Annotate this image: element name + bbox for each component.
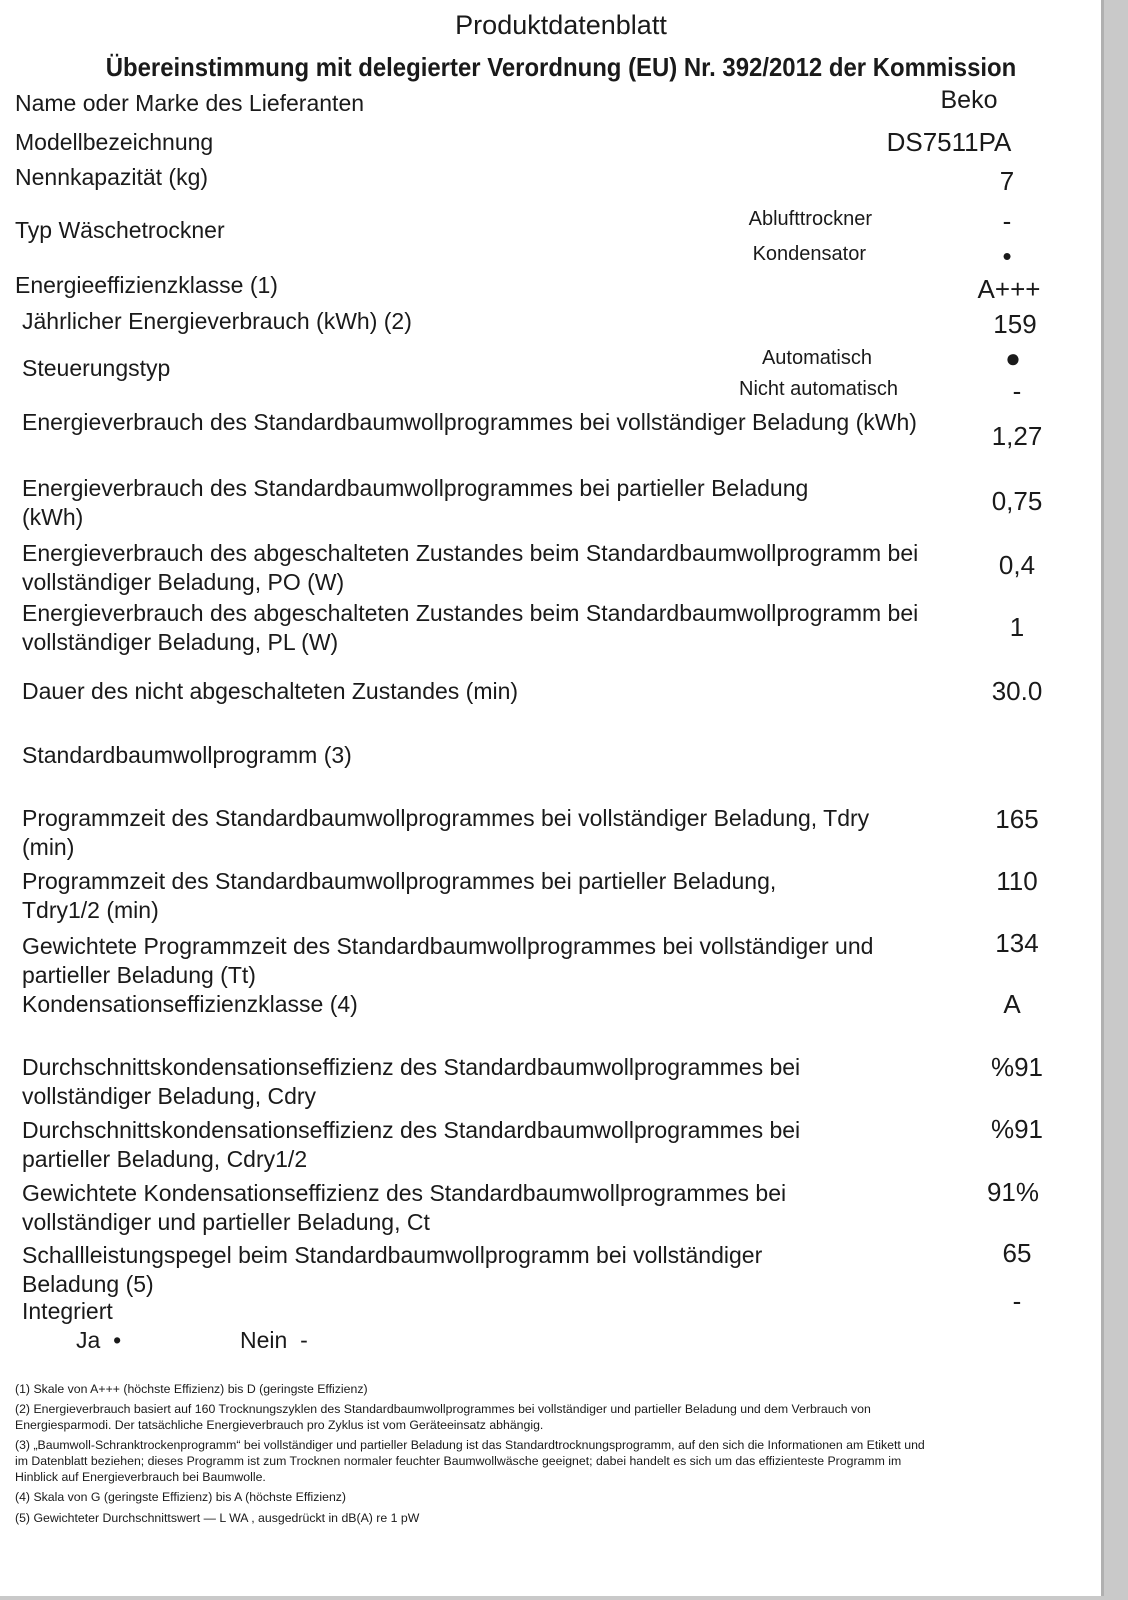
condensation-class-value: A: [1003, 989, 1021, 1019]
cdry-label: Durchschnittskondensationseffizienz des Standardbaumwollprogrammes bei vollständiger Beladung, Cdry: [22, 1054, 801, 1109]
control-automatic-value: ●: [1005, 343, 1021, 373]
dryer-type-vented-value: -: [1002, 206, 1012, 236]
left-on-duration-value: 30.0: [991, 676, 1043, 706]
energy-full-load-label: Energieverbrauch des Standardbaumwollprogrammes bei vollständiger Beladung (kWh): [22, 409, 917, 435]
integrated-no-option: Nein -: [240, 1327, 308, 1353]
energy-partial-load-label: Energieverbrauch des Standardbaumwollprogrammes bei partieller Beladung (kWh): [22, 475, 809, 530]
footnote-5: (5) Gewichteter Durchschnittswert — L WA , ausgedrückt in dB(A) re 1 pW: [15, 1511, 420, 1525]
energy-class-label: Energieeffizienzklasse (1): [15, 272, 278, 298]
footnote-2: (2) Energieverbrauch basiert auf 160 Trocknungszyklen des Standardbaumwollprogrammes bei vollständiger und partieller Beladung und dem Verbrauch von Energiesparmodi. Der tatsächliche Energieverbrauch pro Zyklus ist vom Geräteeinsatz abhängig.: [15, 1402, 871, 1432]
tt-label: Gewichtete Programmzeit des Standardbaumwollprogrammes bei vollständiger und partieller Beladung (Tt): [22, 933, 874, 988]
page-subtitle: Übereinstimmung mit delegierter Verordnung (EU) Nr. 392/2012 der Kommission: [105, 52, 1017, 82]
tdry-label: Programmzeit des Standardbaumwollprogrammes bei vollständiger Beladung, Tdry (min): [22, 805, 870, 860]
supplier-label: Name oder Marke des Lieferanten: [15, 90, 365, 116]
control-type-label: Steuerungstyp: [22, 355, 171, 381]
dryer-type-condenser-value: •: [1002, 241, 1012, 271]
footnote-1: (1) Skale von A+++ (höchste Effizienz) bis D (geringste Effizienz): [15, 1382, 368, 1396]
cdry-value: %91: [990, 1052, 1044, 1082]
tdry-value: 165: [995, 804, 1039, 834]
ct-label: Gewichtete Kondensationseffizienz des Standardbaumwollprogrammes bei vollständiger und partieller Beladung, Ct: [22, 1180, 787, 1235]
integrated-label: Integriert: [22, 1298, 113, 1324]
left-on-pl-value: 1: [1009, 612, 1025, 642]
standard-program-heading: Standardbaumwollprogramm (3): [22, 742, 352, 768]
annual-energy-label: Jährlicher Energieverbrauch (kWh) (2): [22, 308, 412, 334]
integrated-value: -: [1012, 1286, 1022, 1316]
energy-class-value: A+++: [977, 274, 1041, 304]
ct-value: 91%: [986, 1177, 1040, 1207]
footnote-3: (3) „Baumwoll-Schranktrockenprogramm“ bei vollständiger und partieller Beladung ist das Standardtrocknungsprogramm, auf den sich die Informationen am Etikett und im Datenblatt beziehen; dieses Programm ist zum Trocknen normaler feuchter Baumwollwäsche geeignet; dabei handelt es sich um das effizienteste Programm im Hinblick auf Energieverbrauch bei Baumwolle.: [15, 1438, 925, 1484]
footnote-4: (4) Skala von G (geringste Effizienz) bis A (höchste Effizienz): [15, 1490, 347, 1504]
energy-full-load-value: 1,27: [991, 421, 1043, 451]
control-manual-value: -: [1012, 376, 1022, 406]
model-label: Modellbezeichnung: [15, 129, 214, 155]
dryer-type-label: Typ Wäschetrockner: [15, 217, 225, 243]
capacity-value: 7: [999, 166, 1015, 196]
dryer-type-vented-label: Ablufttrockner: [748, 208, 872, 230]
noise-value: 65: [1002, 1238, 1032, 1268]
model-value: DS7511PA: [886, 127, 1012, 157]
control-manual-label: Nicht automatisch: [739, 378, 898, 400]
supplier-value: Beko: [940, 86, 998, 114]
tt-value: 134: [995, 928, 1039, 958]
integrated-yes-option: Ja •: [76, 1327, 122, 1353]
energy-partial-load-value: 0,75: [991, 486, 1043, 516]
left-on-pl-label: Energieverbrauch des abgeschalteten Zustandes beim Standardbaumwollprogramm bei vollständiger Beladung, PL (W): [22, 600, 919, 655]
dryer-type-condenser-label: Kondensator: [752, 243, 866, 265]
condensation-class-label: Kondensationseffizienzklasse (4): [22, 991, 358, 1017]
off-mode-po-value: 0,4: [998, 550, 1036, 580]
capacity-label: Nennkapazität (kg): [15, 164, 209, 190]
page-title: Produktdatenblatt: [455, 10, 667, 40]
annual-energy-value: 159: [993, 309, 1037, 339]
cdry-half-label: Durchschnittskondensationseffizienz des Standardbaumwollprogrammes bei partieller Beladung, Cdry1/2: [22, 1117, 801, 1172]
cdry-half-value: %91: [990, 1114, 1044, 1144]
tdry-half-value: 110: [996, 866, 1038, 896]
off-mode-po-label: Energieverbrauch des abgeschalteten Zustandes beim Standardbaumwollprogramm bei vollständiger Beladung, PO (W): [22, 540, 919, 595]
left-on-duration-label: Dauer des nicht abgeschalteten Zustandes (min): [22, 678, 519, 704]
noise-label: Schallleistungspegel beim Standardbaumwollprogramm bei vollständiger Beladung (5): [22, 1242, 763, 1297]
tdry-half-label: Programmzeit des Standardbaumwollprogrammes bei partieller Beladung, Tdry1/2 (min): [22, 868, 777, 923]
control-automatic-label: Automatisch: [761, 347, 872, 369]
